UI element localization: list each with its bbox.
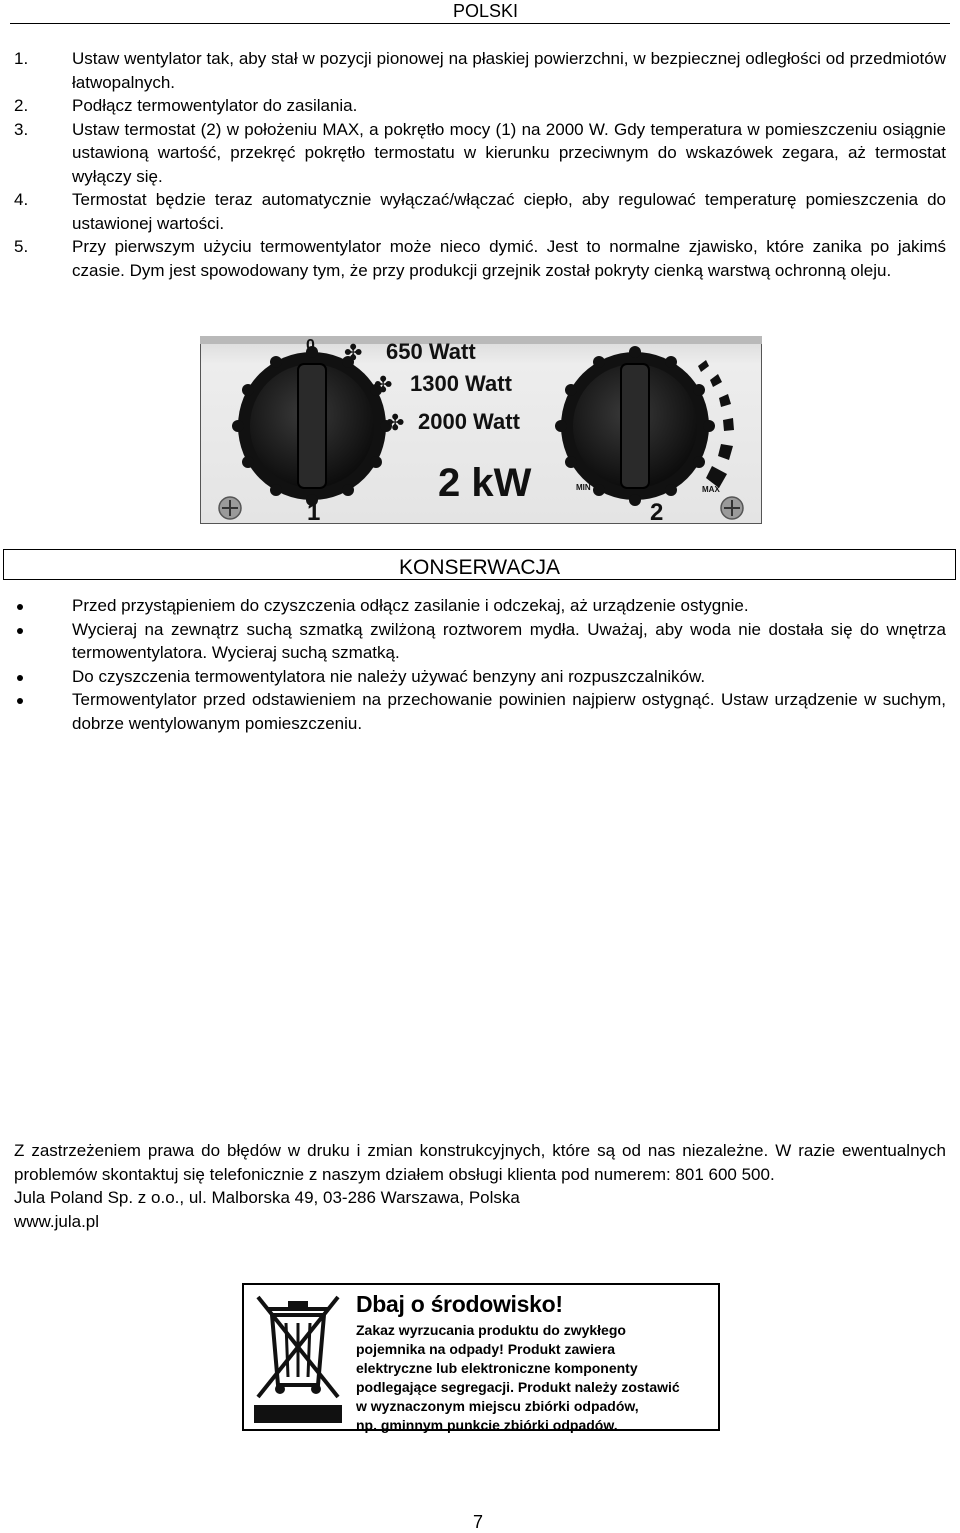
header-divider	[10, 23, 950, 24]
disclaimer-text: Z zastrzeżeniem prawa do błędów w druku i zmian konstrukcyjnych, które są od nas niezależne. W razie ewentualnych problemów skontaktuj się telefonicznie z naszym działem obsługi klienta pod numerem: 801 600 500.	[14, 1141, 946, 1184]
eco-notice-box	[242, 1283, 720, 1431]
step-item	[14, 94, 946, 118]
list-item-text: Do czyszczenia termowentylatora nie należy używać benzyny ani rozpuszczalników.	[72, 666, 706, 686]
step-text: Ustaw wentylator tak, aby stał w pozycji pionowej na płaskiej powierzchni, w bezpiecznej odległości od przedmiotów łatwopalnych.	[72, 49, 946, 92]
setting-label-2000: 2000 Watt	[418, 409, 520, 434]
company-address: Jula Poland Sp. z o.o., ul. Malborska 49, 03-286 Warszawa, Polska	[14, 1188, 520, 1207]
step-text: Podłącz termowentylator do zasilania.	[72, 96, 358, 115]
step-item	[14, 47, 946, 94]
instruction-steps	[14, 47, 946, 282]
setting-label-1300: 1300 Watt	[410, 371, 512, 396]
step-item	[14, 188, 946, 235]
step-text: Przy pierwszym użyciu termowentylator może nieco dymić. Jest to normalne zjawisko, które zanika po jakimś czasie. Dym jest spowodowany tym, że przy produkcji grzejnik został pokryty cienką warstwą ochronną oleju.	[72, 237, 946, 280]
section-header-box	[3, 549, 956, 580]
step-number: 3.	[14, 119, 29, 139]
knob-number-2: 2	[650, 499, 664, 524]
list-item-text: Wycieraj na zewnątrz suchą szmatką zwilżoną roztworem mydła. Uważaj, aby woda nie dostała się do wnętrza termowentylatora. Wycieraj suchą szmatką.	[72, 619, 946, 662]
eco-line: np. gminnym punkcie zbiórki odpadów.	[356, 1417, 618, 1433]
eco-line: Zakaz wyrzucania produktu do zwykłego	[356, 1322, 626, 1338]
step-item	[14, 235, 946, 282]
fan-icon: ✤	[344, 341, 363, 366]
maintenance-list	[14, 594, 946, 735]
step-number: 5.	[14, 237, 29, 256]
power-rating-label: 2 kW	[438, 461, 532, 505]
list-item	[14, 665, 946, 689]
step-number: 1.	[14, 49, 29, 68]
fan-icon: ✤	[386, 411, 405, 436]
list-item	[14, 594, 946, 618]
step-item	[14, 118, 946, 189]
bullet-icon	[17, 628, 23, 634]
screw-left	[219, 497, 241, 519]
min-label: MIN	[576, 483, 591, 492]
bullet-icon	[17, 604, 23, 610]
step-number: 4.	[14, 190, 29, 209]
eco-line: w wyznaczonym miejscu zbiórki odpadów,	[356, 1398, 639, 1414]
website-link[interactable]: www.jula.pl	[14, 1211, 100, 1231]
list-item-text: Termowentylator przed odstawieniem na przechowanie powinien najpierw ostygnąć. Ustaw urządzenie w suchym, dobrze wentylowanym pomieszczeniu.	[72, 690, 946, 733]
screw-right	[721, 497, 743, 519]
eco-text	[356, 1321, 680, 1435]
step-text: Termostat będzie teraz automatycznie wyłączać/włączać ciepło, aby regulować temperaturę pomieszczenia do ustawionej wartości.	[72, 190, 946, 233]
fan-icon: ✤	[374, 373, 393, 398]
max-label: MAX	[702, 485, 720, 494]
language-header: POLSKI	[452, 1, 518, 21]
crossed-bin-icon	[250, 1289, 346, 1427]
knob-number-1: 1	[307, 499, 321, 524]
setting-label-650: 650 Watt	[386, 339, 476, 364]
page-number: 7	[473, 1512, 484, 1532]
eco-title: Dbaj o środowisko!	[356, 1291, 563, 1317]
eco-line: elektryczne lub elektroniczne komponenty	[356, 1360, 638, 1376]
bullet-icon	[17, 698, 23, 704]
bullet-icon	[17, 675, 23, 681]
list-item	[14, 688, 946, 735]
eco-line: pojemnika na odpady! Produkt zawiera	[356, 1341, 616, 1357]
eco-line: podlegające segregacji. Produkt należy zostawić	[356, 1379, 680, 1395]
section-title: KONSERWACJA	[398, 556, 561, 579]
list-item-text: Przed przystąpieniem do czyszczenia odłącz zasilanie i odczekaj, aż urządzenie ostygnie.	[72, 596, 749, 615]
step-number: 2.	[14, 96, 29, 115]
off-mark-label: 0	[306, 337, 315, 354]
list-item	[14, 618, 946, 665]
control-panel-photo	[200, 336, 762, 524]
step-text: Ustaw termostat (2) w położeniu MAX, a pokrętło mocy (1) na 2000 W. Gdy temperatura w pomieszczeniu osiągnie ustawioną wartość, przekręć pokrętło termostatu w kierunku przeciwnym do wskazówek zegara, aż termostat wyłączy się.	[72, 119, 946, 186]
footer-info	[14, 1139, 946, 1233]
